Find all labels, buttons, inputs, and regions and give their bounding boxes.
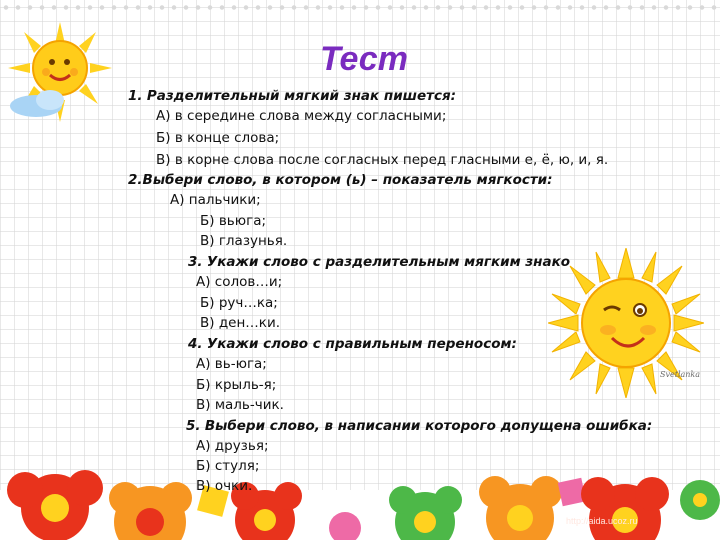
answer-option: Б) вьюга; xyxy=(200,213,267,229)
question-text: Укажи слово с разделительным мягким знако xyxy=(206,254,571,270)
question-text: Укажи слово с правильным переносом: xyxy=(206,336,517,352)
answer-option: А) солов…и; xyxy=(196,274,283,290)
answer-option: Б) в конце слова; xyxy=(156,130,280,146)
sun-left-icon xyxy=(8,22,112,122)
flower-orange-icon xyxy=(109,482,192,540)
question-number: 5. xyxy=(186,418,201,434)
flower-green-icon xyxy=(389,486,462,540)
answer-option: В) в корне слова после согласных перед гласными е, ё, ю, и, я. xyxy=(156,152,609,168)
dotted-top-border xyxy=(0,4,720,11)
answer-option: В) глазунья. xyxy=(200,233,288,249)
answer-option: В) маль-чик. xyxy=(196,397,284,413)
question-5 xyxy=(186,418,652,434)
signature: Svetlanka xyxy=(660,370,701,379)
page-title: Тест xyxy=(320,40,408,78)
answer-option: Б) крыль-я; xyxy=(196,377,277,393)
answer-option: В) ден…ки. xyxy=(200,315,281,331)
footer-url[interactable]: http://aida.ucoz.ru xyxy=(566,516,638,526)
question-2 xyxy=(128,172,553,188)
question-text: Выбери слово, в написании которого допущена ошибка: xyxy=(204,418,653,434)
question-number: 2. xyxy=(128,172,143,188)
answer-option: А) вь-юга; xyxy=(196,356,267,372)
question-4 xyxy=(188,336,517,352)
answer-option: Б) руч…ка; xyxy=(200,295,278,311)
question-3 xyxy=(188,254,570,270)
answer-option: Б) стуля; xyxy=(196,458,260,474)
question-number: 3. xyxy=(188,254,203,270)
question-number: 1. xyxy=(128,88,143,104)
answer-option: А) пальчики; xyxy=(170,192,261,208)
flower-orange-icon xyxy=(479,476,562,540)
question-text: Разделительный мягкий знак пишется: xyxy=(146,88,457,104)
answer-option: В) очки. xyxy=(196,478,253,494)
answer-option: А) друзья; xyxy=(196,438,269,454)
flower-red-icon xyxy=(581,477,669,540)
answer-option: А) в середине слова между согласными; xyxy=(156,108,447,124)
question-text: Выбери слово, в котором (ь) – показатель мягкости: xyxy=(142,172,553,188)
question-number: 4. xyxy=(188,336,203,352)
question-1 xyxy=(128,88,456,104)
